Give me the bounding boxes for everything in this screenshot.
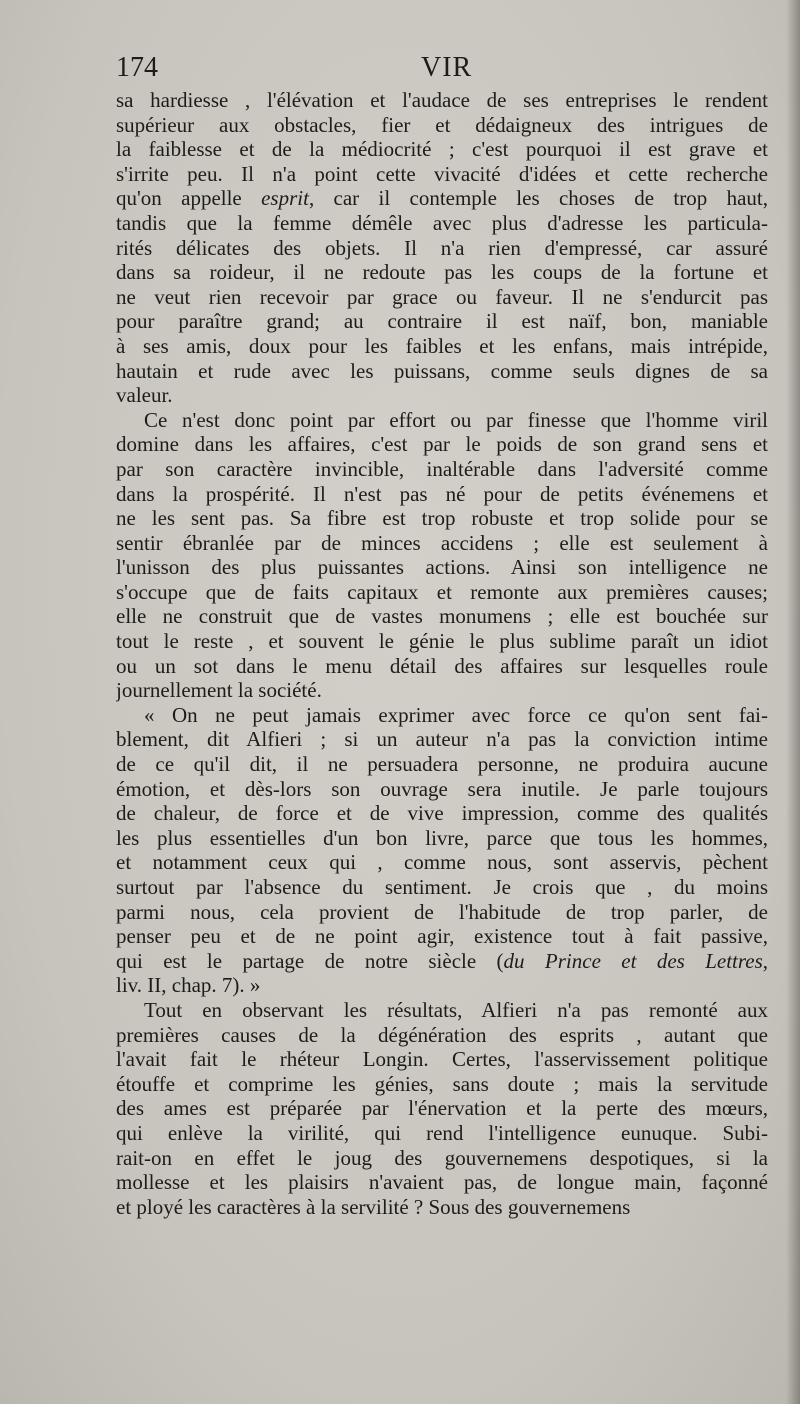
text-line: Tout en observant les résultats, Alfieri n'a pas remonté aux <box>144 997 768 1022</box>
text-line: étouffe et comprime les génies, sans doute ; mais la servitude <box>116 1071 768 1096</box>
text-line: qui est le partage de notre siècle (du Prince et des Lettres, <box>116 948 768 973</box>
text-line: émotion, et dès-lors son ouvrage sera inutile. Je parle toujours <box>116 776 768 801</box>
paragraph <box>116 703 768 998</box>
text-line: rait-on en effet le joug des gouvernemens despotiques, si la <box>116 1145 768 1170</box>
text-line: s'occupe que de faits capitaux et remonte aux premières causes; <box>116 579 768 604</box>
running-head: VIR <box>421 52 473 83</box>
text-line: et notamment ceux qui , comme nous, sont asservis, pèchent <box>116 850 768 875</box>
text-line: des ames est préparée par l'énervation et la perte des mœurs, <box>116 1096 768 1121</box>
text-line: hautain et rude avec les puissans, comme seuls dignes de sa <box>116 358 768 383</box>
text-line: penser peu et de ne point agir, existence tout à fait passive, <box>116 924 768 949</box>
text-line: pour paraître grand; au contraire il est naïf, bon, maniable <box>116 309 768 334</box>
text-line: mollesse et les plaisirs n'avaient pas, de longue main, façonné <box>116 1170 768 1195</box>
text-line: dans la prospérité. Il n'est pas né pour de petits événemens et <box>116 481 768 506</box>
text-line: valeur. <box>116 383 173 408</box>
text-line: tandis que la femme démêle avec plus d'adresse les particula- <box>116 210 768 235</box>
text-line: sentir ébranlée par de minces accidens ; elle est seulement à <box>116 530 768 555</box>
body-text <box>116 88 768 1219</box>
text-line: surtout par l'absence du sentiment. Je crois que , du moins <box>116 875 768 899</box>
text-line: ne veut rien recevoir par grace ou faveur. Il ne s'endurcit pas <box>116 284 768 309</box>
text-line: qu'on appelle esprit, car il contemple les choses de trop haut, <box>116 186 768 211</box>
page-edge-shadow <box>786 0 800 1404</box>
page-header <box>116 52 766 92</box>
text-line: elle ne construit que de vastes monumens ; elle est bouchée sur <box>116 604 768 629</box>
text-line: ou un sot dans le menu détail des affaires sur lesquelles roule <box>116 653 768 678</box>
text-line: tout le reste , et souvent le génie le plus sublime paraît un idiot <box>116 629 768 654</box>
text-line: l'avait fait le rhéteur Longin. Certes, l'asservissement politique <box>116 1047 768 1072</box>
text-line: qui enlève la virilité, qui rend l'intelligence eunuque. Subi- <box>116 1120 768 1145</box>
text-line: « On ne peut jamais exprimer avec force ce qu'on sent fai- <box>144 702 768 727</box>
text-line: ne les sent pas. Sa fibre est trop robuste et trop solide pour se <box>116 506 768 531</box>
text-line: par son caractère invincible, inaltérable dans l'adversité comme <box>116 456 768 481</box>
text-line: domine dans les affaires, c'est par le poids de son grand sens et <box>116 432 768 457</box>
text-line: et ployé les caractères à la servilité ? Sous des gouvernemens <box>116 1194 631 1219</box>
text-line: les plus essentielles d'un bon livre, parce que tous les hommes, <box>116 825 768 850</box>
text-line: liv. II, chap. 7). » <box>116 973 261 998</box>
paragraph <box>116 408 768 703</box>
text-line: Ce n'est donc point par effort ou par finesse que l'homme viril <box>144 407 768 432</box>
text-line: supérieur aux obstacles, fier et dédaigneux des intrigues de <box>116 112 768 137</box>
text-line: journellement la société. <box>116 678 322 703</box>
page-number: 174 <box>116 52 158 83</box>
text-line: dans sa roideur, il ne redoute pas les coups de la fortune et <box>116 260 768 285</box>
text-line: sa hardiesse , l'élévation et l'audace de ses entreprises le rendent <box>116 88 768 112</box>
paragraph <box>116 88 768 408</box>
paragraph <box>116 998 768 1219</box>
text-line: de ce qu'il dit, il ne persuadera personne, ne produira aucune <box>116 752 768 777</box>
text-line: premières causes de la dégénération des esprits , autant que <box>116 1022 768 1047</box>
text-line: à ses amis, doux pour les faibles et les enfans, mais intrépide, <box>116 333 768 358</box>
text-line: parmi nous, cela provient de l'habitude de trop parler, de <box>116 899 768 924</box>
text-line: blement, dit Alfieri ; si un auteur n'a pas la conviction intime <box>116 727 768 752</box>
text-line: la faiblesse et de la médiocrité ; c'est pourquoi il est grave et <box>116 137 768 162</box>
text-line: rités délicates des objets. Il n'a rien d'empressé, car assuré <box>116 235 768 260</box>
text-line: s'irrite peu. Il n'a point cette vivacité d'idées et cette recherche <box>116 161 768 186</box>
text-line: de chaleur, de force et de vive impression, comme des qualités <box>116 801 768 826</box>
text-line: l'unisson des plus puissantes actions. Ainsi son intelligence ne <box>116 555 768 580</box>
